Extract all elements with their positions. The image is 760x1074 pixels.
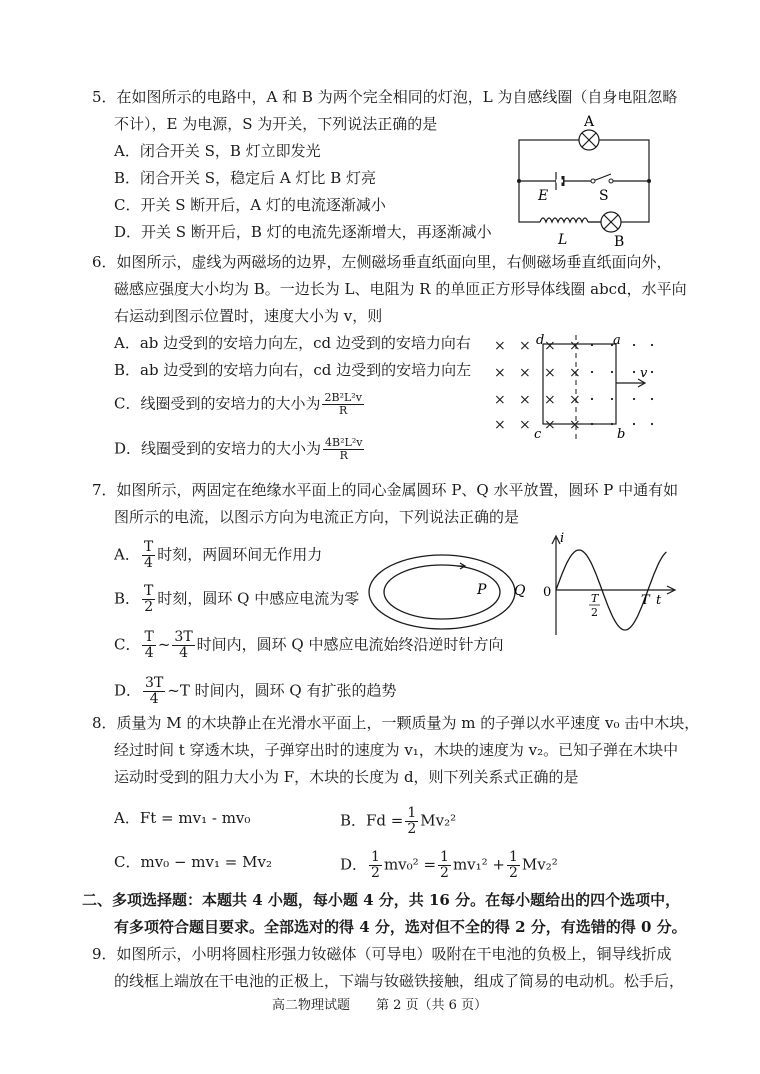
q7-option-c-text: 时间内，圆环 Q 中感应电流始终沿逆时针方向 [196, 635, 504, 654]
q6-field-cross-1-1: × [519, 365, 531, 381]
q7-label-p: P [477, 582, 487, 598]
q5-stem-line2: 不计），E 为电源，S 为开关，下列说法正确的是 [114, 115, 438, 133]
q6-field-dot-3-3 [651, 423, 653, 425]
q8-option-b [340, 806, 456, 837]
q6-field-dot-2-0 [591, 398, 593, 400]
q8-stem-line2: 经过时间 t 穿透木块，子弹穿出时的速度为 v₁，木块的速度为 v₂。已知子弹在木块中 [114, 741, 679, 759]
q6-field-dot-2-1 [611, 398, 613, 400]
q8-option-b-prefix: B．Fd = [340, 811, 404, 830]
q7-stem-line1: 7．如图所示，两固定在绝缘水平面上的同心金属圆环 P、Q 水平放置，圆环 P 中通有如 [92, 481, 679, 499]
q8-option-b-term: Mv₂² [420, 811, 457, 830]
q6-label-b: b [617, 427, 626, 442]
q6-option-c-fraction [322, 392, 363, 417]
q7-option-d-text: ~T 时间内，圆环 Q 有扩张的趋势 [167, 681, 397, 700]
q8-option-d-term1: mv₀² = [383, 855, 437, 874]
q8-option-d-term2: mv₁² + [452, 855, 505, 874]
q8-option-d-half3-den: 2 [509, 865, 518, 881]
q7-option-c-tilde: ~ [157, 635, 171, 654]
q5-label-l: L [558, 232, 568, 248]
q9-stem-line2: 的线框上端放在干电池的正极上，下端与钕磁铁接触，组成了简易的电动机。松手后， [114, 972, 685, 990]
q8-option-d-half2-num: 1 [440, 849, 449, 865]
q6-field-dot-0-2 [633, 344, 635, 346]
q8-stem-line3: 运动时受到的阻力大小为 F，木块的长度为 d，则下列关系式正确的是 [114, 768, 579, 786]
q6-field-cross-2-1: × [519, 392, 531, 408]
q7-option-a-fraction [142, 540, 155, 571]
q7-option-d-prefix: D． [114, 681, 142, 700]
q7-option-d-denominator: 4 [149, 691, 159, 707]
q7-option-d [114, 676, 396, 707]
q6-field-cross-3-1: × [519, 417, 531, 433]
q7-tick-t2-den: 2 [591, 606, 598, 619]
q7-option-a-text: 时刻，两圆环间无作用力 [157, 545, 323, 564]
q6-field-dot-3-2 [633, 423, 635, 425]
q6-field-cross-3-3: × [569, 417, 581, 433]
q6-field-cross-3-0: × [494, 417, 506, 433]
q8-option-d-half1 [369, 850, 382, 881]
q6-field-dot-2-3 [651, 398, 653, 400]
q6-option-d-fraction [323, 437, 364, 462]
q6-field-cross-1-2: × [544, 365, 556, 381]
q7-rings-diagram [365, 550, 545, 635]
q6-label-a: a [613, 333, 621, 348]
q8-option-d-half2-den: 2 [440, 865, 449, 881]
q6-option-c-numerator: 2B²L²v [324, 391, 362, 404]
q6-field-dot-1-3 [651, 371, 653, 373]
q5-option-c: C．开关 S 断开后，A 灯的电流逐渐减小 [114, 196, 386, 214]
q7-option-c-denominator2: 4 [179, 645, 188, 661]
page-footer: 高二物理试题 第 2 页（共 6 页） [272, 998, 488, 1013]
q7-option-c-numerator2: 3T [174, 629, 193, 645]
q8-option-d-half2 [438, 850, 451, 881]
q7-axis-i: i [560, 531, 565, 546]
q8-option-b-half [405, 806, 418, 837]
q5-option-b: B．闭合开关 S，稳定后 A 灯比 B 灯亮 [114, 169, 376, 187]
q6-stem-line2: 磁感应强度大小均为 B。一边长为 L、电阻为 R 的单匝正方形导体线圈 abcd，水平向 [114, 280, 687, 298]
q5-option-a: A．闭合开关 S，B 灯立即发光 [114, 142, 321, 160]
q5-option-d: D．开关 S 断开后，B 灯的电流先逐渐增大，再逐渐减小 [114, 223, 492, 241]
q7-label-q: Q [514, 583, 526, 599]
q9-stem-line1: 9．如图所示，小明将圆柱形强力钕磁体（可导电）吸附在干电池的负极上，铜导线折成 [92, 945, 672, 963]
q6-field-cross-3-2: × [544, 417, 556, 433]
q6-field-cross-2-2: × [544, 392, 556, 408]
q6-option-c-text: C．线圈受到的安培力的大小为 [114, 394, 321, 413]
q6-option-b: B．ab 边受到的安培力向右，cd 边受到的安培力向左 [114, 361, 472, 379]
q6-field-cross-2-0: × [494, 392, 506, 408]
q7-option-b-prefix: B． [114, 589, 141, 608]
q6-magnetic-field-diagram [484, 330, 664, 445]
q8-option-c: C．mv₀ − mv₁ = Mv₂ [114, 853, 272, 871]
q7-origin: 0 [543, 585, 552, 600]
q6-label-c: c [534, 427, 542, 442]
q6-field-dot-1-0 [591, 371, 593, 373]
q7-option-c-fraction1 [142, 630, 155, 661]
q7-option-c-fraction2 [172, 630, 194, 661]
section2-heading-line2: 有多项符合题目要求。全部选对的得 4 分，选对但不全的得 2 分，有选错的得 0 分。 [114, 918, 687, 936]
q7-option-b [114, 584, 359, 615]
q8-stem-line1: 8．质量为 M 的木块静止在光滑水平面上，一颗质量为 m 的子弹以水平速度 v₀ 击中木块， [92, 714, 700, 732]
q5-label-s: S [599, 188, 609, 204]
q5-stem-line1: 5．在如图所示的电路中，A 和 B 为两个完全相同的灯泡，L 为自感线圈（自身电阻忽略 [92, 88, 678, 106]
q6-option-d-denominator: R [339, 449, 348, 462]
q6-field-cross-0-1: × [519, 338, 531, 354]
q7-option-b-numerator: T [144, 583, 154, 599]
q7-axis-t: t [656, 593, 662, 608]
q6-field-cross-2-3: × [569, 392, 581, 408]
q8-option-d-half1-num: 1 [371, 849, 380, 865]
q7-current-graph [540, 530, 680, 640]
q8-option-b-half-num: 1 [407, 805, 417, 821]
q6-field-dot-1-2 [633, 371, 635, 373]
q8-option-d-prefix: D． [340, 855, 368, 874]
q7-tick-t2-num: T [591, 592, 599, 605]
q5-label-b: B [614, 234, 625, 250]
q7-option-c-denominator1: 4 [144, 645, 154, 661]
q7-option-b-text: 时刻，圆环 Q 中感应电流为零 [157, 589, 360, 608]
q6-field-cross-0-3: × [569, 338, 581, 354]
q7-option-a [114, 540, 322, 571]
q7-option-a-numerator: T [143, 539, 154, 555]
q6-option-d [114, 437, 366, 462]
q6-option-d-text: D．线圈受到的安培力的大小为 [114, 439, 322, 458]
q6-label-d: d [536, 333, 545, 348]
q5-label-a: A [584, 114, 595, 130]
q7-option-b-fraction [142, 584, 155, 615]
q7-option-d-numerator: 3T [145, 675, 164, 691]
q8-option-d-half1-den: 2 [371, 865, 380, 881]
q6-option-d-numerator: 4B²L²v [325, 436, 363, 449]
q7-option-a-prefix: A． [114, 545, 140, 564]
q6-field-dot-2-2 [633, 398, 635, 400]
q7-tick-t: T [641, 593, 650, 608]
q6-field-dot-1-1 [611, 371, 613, 373]
q8-option-d [340, 850, 558, 881]
q7-stem-line2: 图所示的电流，以图示方向为电流正方向，下列说法正确的是 [114, 508, 520, 526]
q8-option-d-term3: Mv₂² [521, 855, 558, 874]
q7-option-c-prefix: C． [114, 635, 141, 654]
q6-field-cross-1-3: × [569, 365, 581, 381]
q6-field-dot-0-3 [651, 344, 653, 346]
q8-option-a: A．Ft = mv₁ - mv₀ [114, 809, 251, 827]
q8-option-d-half3-num: 1 [509, 849, 518, 865]
q6-field-cross-1-0: × [494, 365, 506, 381]
q6-option-c-denominator: R [339, 404, 348, 417]
section2-heading-line1: 二、多项选择题：本题共 4 小题，每小题 4 分，共 16 分。在每小题给出的四个选项中， [82, 891, 681, 909]
q6-field-cross-0-0: × [494, 338, 506, 354]
q5-label-e: E [538, 188, 549, 204]
q6-stem-line3: 右运动到图示位置时，速度大小为 v，则 [114, 307, 383, 325]
q6-label-v: v [640, 366, 648, 381]
q7-option-a-denominator: 4 [144, 555, 153, 571]
q7-option-c-numerator1: T [144, 629, 154, 645]
q8-option-b-half-den: 2 [407, 821, 417, 837]
q7-option-d-fraction [143, 676, 165, 707]
q7-option-b-denominator: 2 [144, 599, 154, 615]
q5-circuit-diagram [510, 110, 660, 250]
q6-stem-line1: 6．如图所示，虚线为两磁场的边界，左侧磁场垂直纸面向里，右侧磁场垂直纸面向外， [92, 253, 672, 271]
q6-field-cross-0-2: × [544, 338, 556, 354]
q6-option-a: A．ab 边受到的安培力向左，cd 边受到的安培力向右 [114, 334, 471, 352]
q6-option-c [114, 392, 366, 417]
q8-option-d-half3 [507, 850, 520, 881]
